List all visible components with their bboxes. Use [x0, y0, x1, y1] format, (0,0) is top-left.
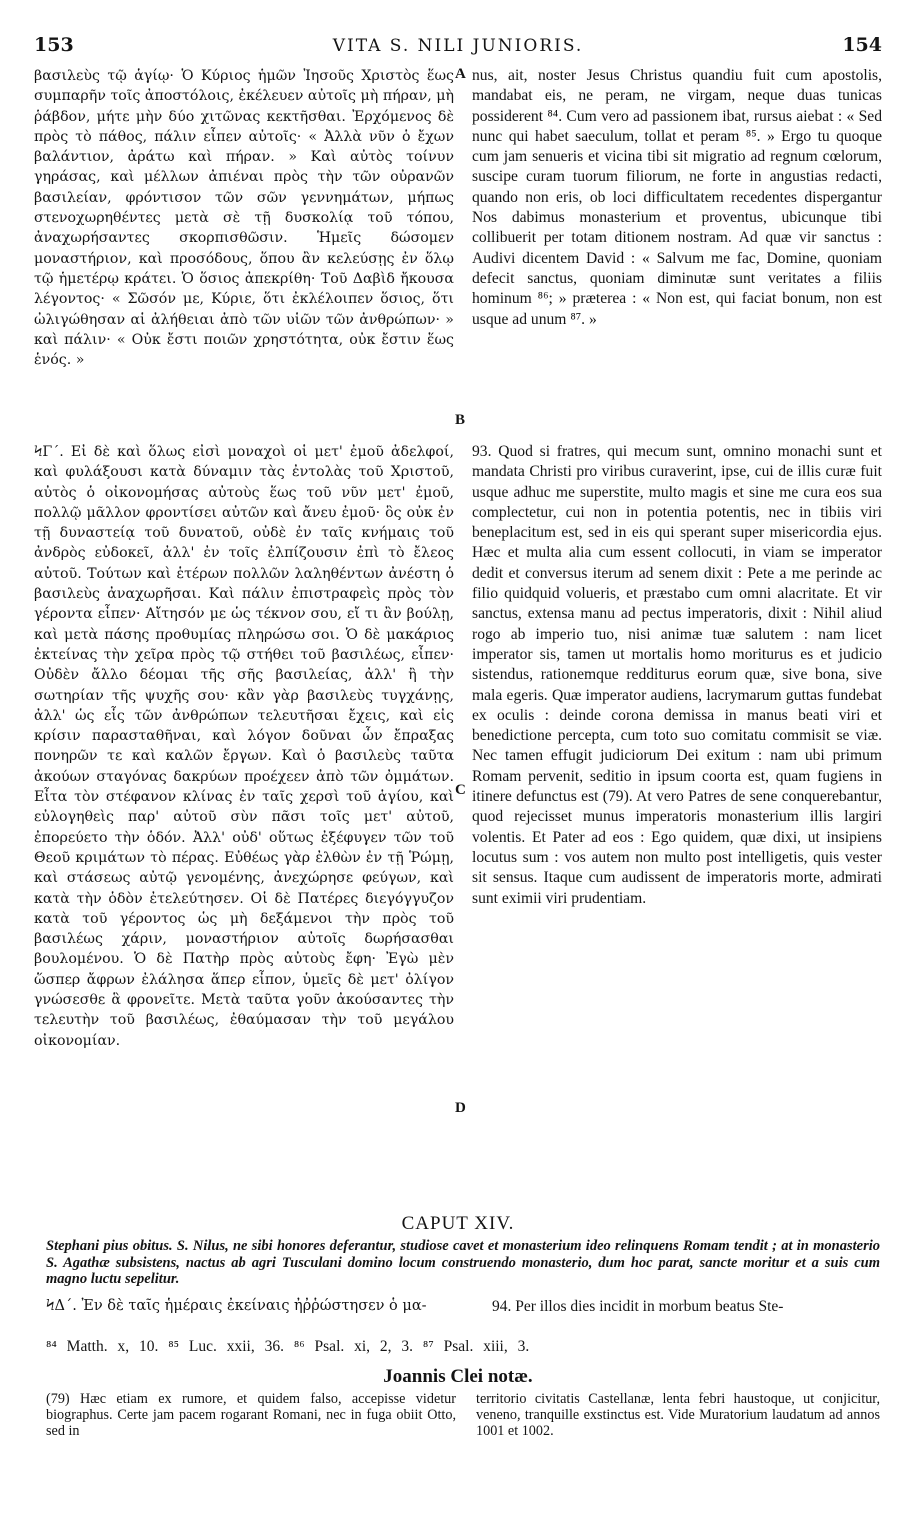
chapter-start-greek: ϞΔ΄. Ἐν δὲ ταῖς ἡμέραις ἐκείναις ἠῤῥώστησεν ὁ μα- — [46, 1298, 427, 1314]
page-number-right: 154 — [842, 34, 882, 56]
page-header — [34, 34, 882, 60]
chapter-start-latin: 94. Per illos dies incidit in morbum beatus Ste- — [492, 1298, 784, 1315]
chapter-title: CAPUT XIV. — [401, 1213, 515, 1234]
chapter-summary: Stephani pius obitus. S. Nilus, ne sibi honores deferantur, studiose cavet et monasterium ideo relinquens Romam tendit ; at in monasterio S. Agathæ subsistens, nactus ab agri Tusculani domino locum construendo monasterio, dum hoc parat, sancte moritur et a suis cum magno luctu sepelitur. — [46, 1238, 880, 1287]
latin-paragraph-1: nus, ait, noster Jesus Christus quandiu fuit cum apostolis, mandabat eis, ne peram, ne virgam, neque duas tunicas possiderent ⁸⁴. Cum vero ad passionem ibat, rursus aiebat : « Sed nunc qui habet saeculum, tollat et peram ⁸⁵. » Ergo tu quoque cum jam senueris et vicina tibi sit migratio ad regnum cœlorum, suscipe curam tuorum filiorum, ne forte in angustias redacti, quando non eris, ob loci difficultatem recedentes dispergantur Nos dabimus monasterium et proventus, ubicunque tibi collibuerit per totam ditionem nostram. Ad quæ vir sanctus : Audivi dicentem David : « Salvum me fac, Domine, quoniam defecit sanctus, quoniam diminutæ sunt veritates a filiis hominum ⁸⁶; » præterea : « Non est, qui faciat bonum, non est usque ad unum ⁸⁷. » — [472, 67, 882, 328]
note-right: territorio civitatis Castellanæ, lenta febri haustoque, ut conjicitur, veneno, tranquille exstinctus est. Vide Muratorium laudatum ad annos 1001 et 1002. — [476, 1391, 880, 1439]
latin-paragraph-2: 93. Quod si fratres, qui mecum sunt, omnino monachi sunt et mandata Christi pro viribus curaverint, ipse, cui de illis curæ fuit usque adhuc me superstite, multo magis et sine me cura eos sua complectetur, cui non in potentia potentis, nec in tibiis viri beneplacitum est, sed in eis qui sperant super misericordia ejus. Hæc et multa alia cum essent collocuti, in viam se imperator dedit et conversus iterum ad senem dixit : Pete a me perinde ac filio quidquid volueris, et præstabo cum omni alacritate. Et vir sanctus, extensa manu ad pectus imperatoris, dixit : Nihil aliud rogo ab imperio tuo, nisi animæ tuæ salutem : nam licet imperator sis, tamen ut mortalis homo moriturus es et judicio sistendus, rationemque redditurus eorum quæ, sive bona, sive mala egeris. Quæ imperator audiens, lacrymarum guttas fundebat ex oculis : deinde corona demissa in manus beati viri et benedictione percepta, cum toto suo comitatu commisit se viæ. Nec tamen effugit judiciorum Dei exitum : nam ubi primum Romam pervenit, seditio in ipsum coorta est, quam fugiens in itinere defunctus est (79). At vero Patres de sene conquerebantur, quod rejecisset munus imperatoris monasterium illis largiri volentis. Et Pater ad eos : Ego quidem, quæ dixi, ut insipiens locutus sum : vos autem non multo post intelligetis, quis vester sit sensus. Itaque cum audissent de imperatoris morte, admirati sunt eximii viri prudentiam. — [472, 443, 882, 907]
notes-title: Joannis Clei notæ. — [383, 1366, 533, 1387]
margin-marker-d: D — [455, 1100, 466, 1116]
greek-column-top — [34, 66, 454, 370]
latin-column-bottom — [472, 442, 882, 909]
margin-marker-b: B — [455, 412, 466, 428]
page-number-left: 153 — [34, 34, 74, 56]
latin-column-top — [472, 66, 882, 330]
note-left: (79) Hæc etiam ex rumore, et quidem falso, accepisse videtur biographus. Certe jam pacem rogarant Romani, nec in fuga obiit Otto, sed in — [46, 1391, 456, 1439]
footnotes: ⁸⁴ Matth. x, 10. ⁸⁵ Luc. xxii, 36. ⁸⁶ Psal. xi, 2, 3. ⁸⁷ Psal. xiii, 3. — [46, 1338, 530, 1355]
greek-paragraph-2: ϞΓ΄. Εἰ δὲ καὶ ὅλως εἰσὶ μοναχοὶ οἱ μετ' ἐμοῦ ἀδελφοί, καὶ φυλάξουσι κατὰ δύναμιν τὰς ἐντολὰς τοῦ Χριστοῦ, αὐτὸς ὁ οἰκονομήσας αὐτοὺς ἕως τοῦ νῦν μετ' ἐμοῦ, πολλῷ μᾶλλον φροντίσει αὐτῶν καὶ ἄνευ ἐμοῦ· ὃς οὐκ ἐν τῇ δυναστείᾳ τοῦ δυνατοῦ, οὐδὲ ἐν ταῖς κνήμαις τοῦ ἀνδρὸς εὐδοκεῖ, ἀλλ' ἐν τοῖς ἐλπίζουσιν ἐπὶ τὸ ἔλεος αὐτοῦ. Τούτων καὶ ἑτέρων πολλῶν λαληθέντων ἀνέστη ὁ βασιλεὺς ἀναχωρῆσαι. Καὶ πάλιν ἐπιστραφεὶς πρὸς τὸν γέροντα εἶπεν· Αἴτησόν με ὡς τέκνον σου, εἴ τι ἂν βούλῃ, καὶ μετὰ πάσης προθυμίας πληρώσω σοι. Ὁ δὲ μακάριος ἐκτείνας τὴν χεῖρα πρὸς τῷ στήθει τοῦ βασιλέως, εἶπεν· Οὐδὲν ἄλλο δέομαι τῆς σῆς βασιλείας, ἀλλ' ἢ τὴν σωτηρίαν τῆς ψυχῆς σου· κἂν γὰρ βασιλεὺς τυγχάνῃς, ἀλλ' ὡς εἷς τῶν ἀνθρώπων τελευτῆσαι ἔχεις, καὶ εἰς κρίσιν παρασταθῆναι, καὶ λόγον δοῦναι ὧν ἔπραξας πονηρῶν τε καὶ καλῶν ἔργων. Καὶ ὁ βασιλεὺς ταῦτα ἀκούων σταγόνας δακρύων προέχεεν ἀπὸ τῶν ὀμμάτων. Εἶτα τὸν στέφανον κλίνας ἐν ταῖς χερσὶ τοῦ ἁγίου, καὶ εὐλογηθεὶς παρ' αὐτοῦ σὺν πᾶσι τοῖς μετ' αὐτοῦ, ἐπορεύετο τὴν ὁδόν. Ἀλλ' οὐδ' οὕτως ἐξέφυγεν τῶν τοῦ Θεοῦ κριμάτων τὸ πέρας. Εὐθέως γὰρ ἐλθὼν ἐν τῇ Ῥώμῃ, καὶ στάσεως αὐτῷ γενομένης, ἀνεχώρησε φεύγων, καὶ κατὰ τὴν ὁδὸν ἐτελεύτησεν. Οἱ δὲ Πατέρες διεγόγγυζον κατὰ τοῦ γέροντος ὡς μὴ δεξάμενοι τὴν πρὸς τοῦ βασιλέως χάριν, μοναστήριον αὐτοῖς δωρήσασθαι βουλομένου. Ὁ δὲ Πατὴρ πρὸς αὐτοὺς ἔφη· Ἐγὼ μὲν ὥσπερ ἄφρων ἐλάλησα ἅπερ εἶπον, ὑμεῖς δὲ μετ' ὀλίγον γνώσεσθε ἃ φρονεῖτε. Μετὰ ταῦτα γοῦν ἀκούσαντες τὴν τελευτὴν τοῦ βασιλέως, ἐθαύμασαν τὴν τοῦ μεγάλου οἰκονομίαν. — [34, 444, 454, 1049]
margin-marker-c: C — [455, 782, 466, 798]
margin-marker-a: A — [455, 66, 466, 82]
running-title: VITA S. NILI JUNIORIS. — [332, 36, 584, 56]
greek-paragraph-1: βασιλεὺς τῷ ἁγίῳ· Ὁ Κύριος ἡμῶν Ἰησοῦς Χριστὸς ἕως συμπαρῆν τοῖς ἀποστόλοις, ἐκέλευεν αὐτοῖς μὴ πήραν, μὴ ῥάβδον, μήτε μὴν δύο χιτῶνας κεκτῆσθαι. Ἐρχόμενος δὲ πρὸς τὸ πάθος, πάλιν εἶπεν αὐτοῖς· « Ἀλλὰ νῦν ὁ ἔχων βαλάντιον, ἀράτω καὶ πήραν. » Καὶ αὐτὸς τοίνυν γηράσας, καὶ μέλλων ἀπιέναι πρὸς τὴν τῶν οὐρανῶν βασιλείαν, φρόντισον τῶν σῶν γεννημάτων, μήπως στενοχωρηθέντες μετὰ σὲ τῇ δυσκολίᾳ τοῦ τόπου, ἀναχωρήσαντες σκορπισθῶσιν. Ἡμεῖς δώσομεν μοναστήριον, καὶ προσόδους, ὅπου ἂν κελεύσῃς ἐν ὅλῳ τῷ ἡμετέρῳ κράτει. Ὁ ὅσιος ἀπεκρίθη· Τοῦ Δαβὶδ ἤκουσα λέγοντος· « Σῶσόν με, Κύριε, ὅτι ἐκλέλοιπεν ὅσιος, ὅτι ὠλιγώθησαν αἱ ἀλήθειαι ἀπὸ τῶν υἱῶν τῶν ἀνθρώπων· » καὶ πάλιν· « Οὐκ ἔστι ποιῶν χρηστότητα, οὐκ ἔστιν ἕως ἑνός. » — [34, 68, 454, 369]
greek-column-bottom — [34, 442, 454, 1051]
